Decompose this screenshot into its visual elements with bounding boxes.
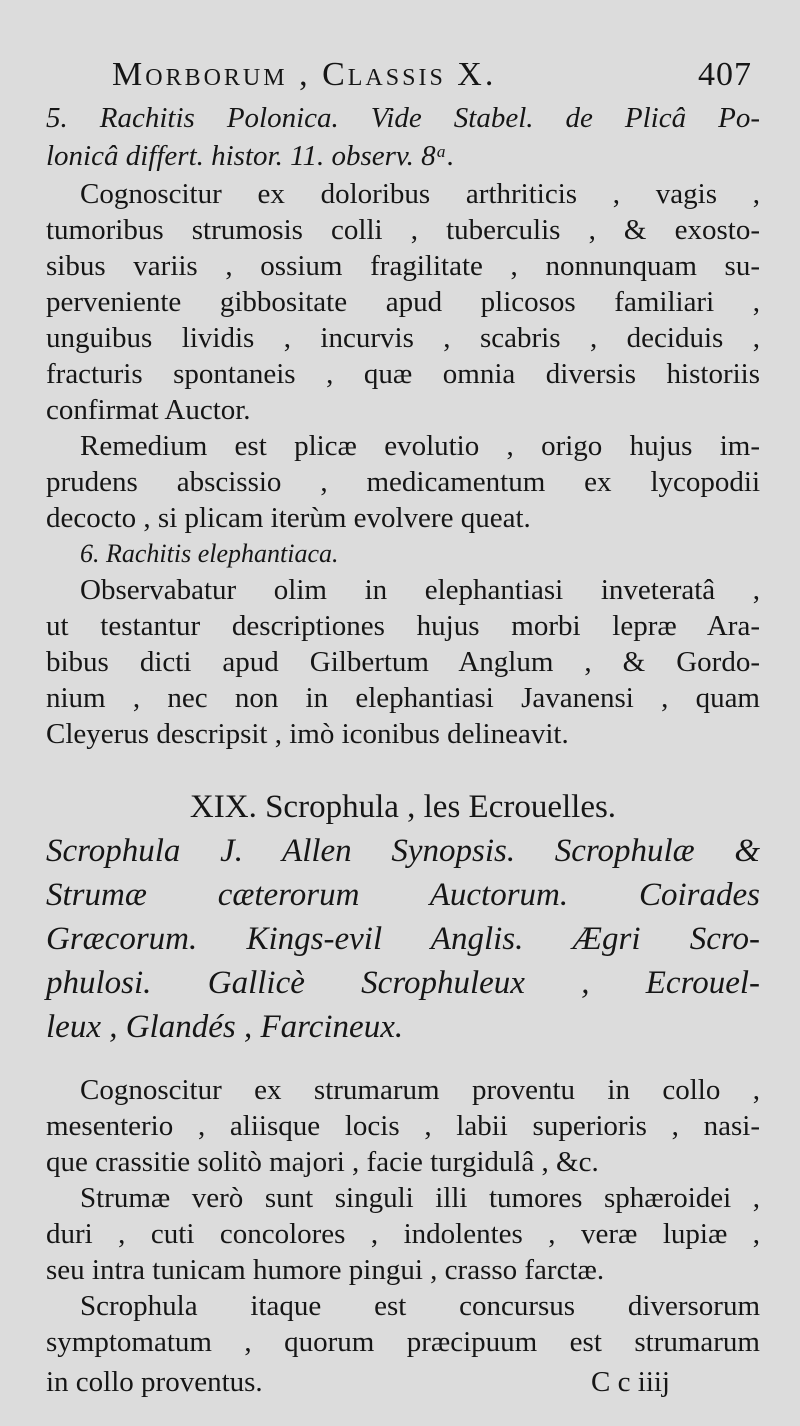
synonym-text: phulosi. Gallicè Scrophuleux , Ecrouel- (46, 965, 760, 1001)
section-title: XIX. Scrophula , les Ecrouelles. (189, 789, 617, 825)
header-title: Morborum , Classis X. (112, 56, 497, 93)
synonym-text: Strumæ cæterorum Auctorum. Coirades (46, 877, 760, 913)
text-line: Remedium est plicæ evolutio , origo hujus im- (80, 430, 760, 462)
synonym-text: Scrophula J. Allen Synopsis. Scrophulæ & (46, 833, 760, 869)
section-heading-text: 6. Rachitis elephantiaca. (80, 539, 339, 568)
text-line: Cognoscitur ex doloribus arthriticis , vagis , (80, 178, 760, 210)
text-line: Strumæ verò sunt singuli illi tumores sphæroidei , (80, 1182, 760, 1214)
synonym-text: leux , Glandés , Farcineux. (46, 1009, 404, 1045)
text-line: perveniente gibbositate apud plicosos familiari , (46, 286, 760, 318)
text-line: Scrophula itaque est concursus diversorum (80, 1290, 760, 1322)
text-line: prudens abscissio , medicamentum ex lycopodii (46, 466, 760, 498)
text-line-content: lonicâ differt. histor. 11. observ. 8ᵃ. (46, 140, 455, 172)
text-line: Cognoscitur ex strumarum proventu in collo , (80, 1074, 760, 1106)
text-line: unguibus lividis , incurvis , scabris , deciduis , (46, 322, 760, 354)
running-header (112, 56, 752, 106)
text-line: seu intra tunicam humore pingui , crasso farctæ. (46, 1254, 605, 1286)
text-line: confirmat Auctor. (46, 394, 251, 426)
text-line: sibus variis , ossium fragilitate , nonnunquam su- (46, 250, 760, 282)
text-line: decocto , si plicam iterùm evolvere queat. (46, 502, 531, 534)
last-text-line: in collo proventus. (46, 1366, 263, 1398)
text-line: bibus dicti apud Gilbertum Anglum , & Gordo- (46, 646, 760, 678)
text-line-content: 5. Rachitis Polonica. Vide Stabel. de Plicâ Po- (46, 102, 760, 134)
text-line: duri , cuti concolores , indolentes , veræ lupiæ , (46, 1218, 760, 1250)
synonym-line (46, 874, 760, 916)
section-heading (80, 536, 760, 572)
text-line (46, 100, 760, 136)
synonym-line (46, 830, 760, 872)
page-number: 407 (698, 56, 752, 93)
text-line: ut testantur descriptiones hujus morbi lepræ Ara- (46, 610, 760, 642)
page-footer (46, 1362, 760, 1402)
text-line: que crassitie solitò majori , facie turgidulâ , &c. (46, 1146, 599, 1178)
text-line: Observabatur olim in elephantiasi inveteratâ , (80, 574, 760, 606)
text-line (46, 138, 760, 174)
text-line: Cleyerus descripsit , imò iconibus delineavit. (46, 718, 569, 750)
text-line: fracturis spontaneis , quæ omnia diversis historiis (46, 358, 760, 390)
text-line: nium , nec non in elephantiasi Javanensi , quam (46, 682, 760, 714)
synonym-line (46, 962, 760, 1004)
text-line: tumoribus strumosis colli , tuberculis , & exosto- (46, 214, 760, 246)
synonym-line (46, 1006, 760, 1048)
signature-mark: C c iiij (591, 1366, 670, 1398)
text-line: symptomatum , quorum præcipuum est strumarum (46, 1326, 760, 1358)
synonym-text: Græcorum. Kings-evil Anglis. Ægri Scro- (46, 921, 760, 957)
text-line: mesenterio , aliisque locis , labii superioris , nasi- (46, 1110, 760, 1142)
synonym-line (46, 918, 760, 960)
